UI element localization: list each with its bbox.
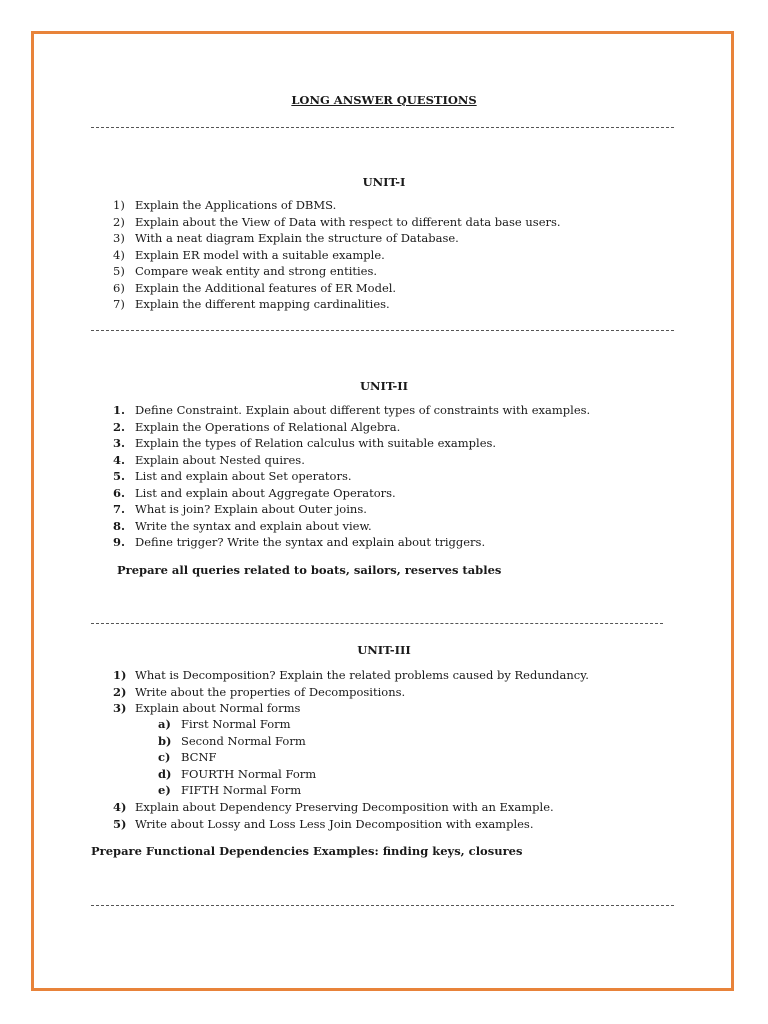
unit-1-heading: UNIT-I [362,175,406,189]
unit-3-heading: UNIT-III [357,643,411,657]
page-title: LONG ANSWER QUESTIONS [291,93,477,107]
separator-line [91,330,674,331]
separator-line [91,905,674,906]
separator-line [91,623,663,624]
unit-3-note: Prepare Functional Dependencies Examples: finding keys, closures [91,844,523,858]
unit-2-heading: UNIT-II [359,379,409,393]
separator-line [91,127,674,128]
unit-2-note: Prepare all queries related to boats, sailors, reserves tables [117,563,502,577]
